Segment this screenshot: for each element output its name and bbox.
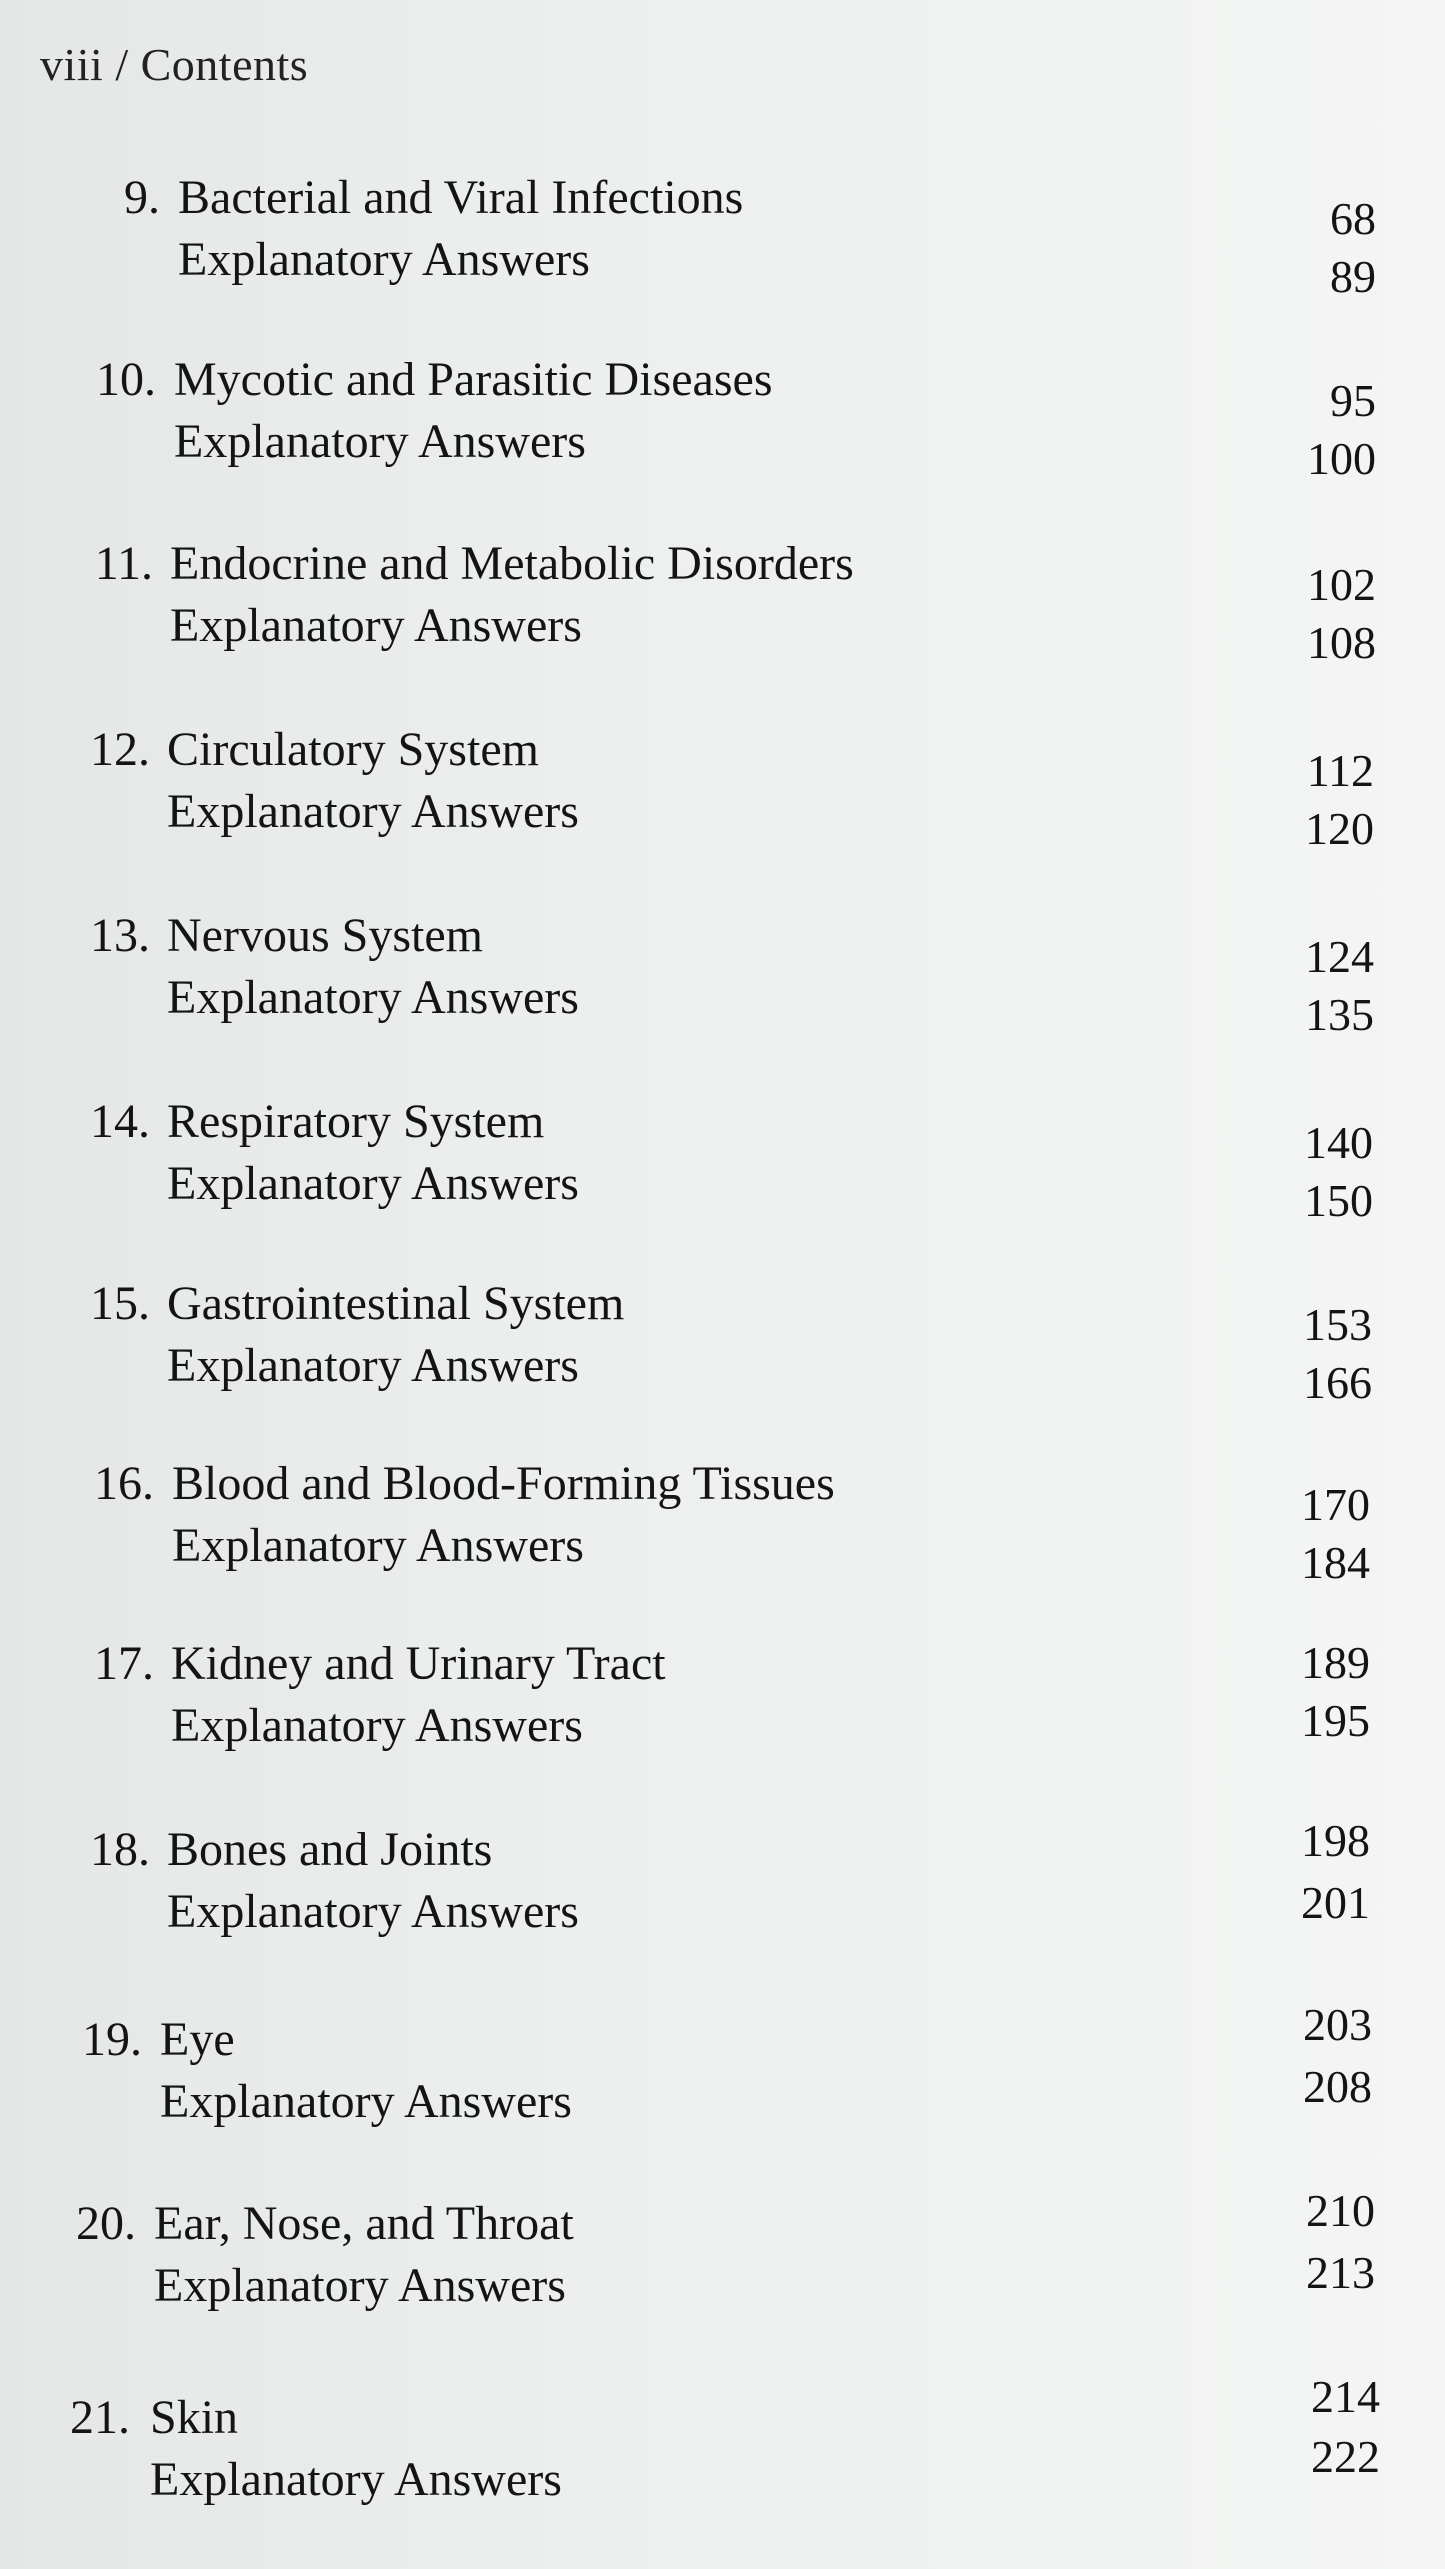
- chapter-title: Kidney and Urinary Tract: [171, 1637, 666, 1690]
- toc-entry: [0, 1276, 1445, 1446]
- chapter-page-number: 214: [1311, 2371, 1380, 2422]
- chapter-number: 18.: [90, 1823, 150, 1876]
- chapter-number: 17.: [94, 1637, 154, 1690]
- subentry-page-number: 222: [1311, 2431, 1380, 2482]
- chapter-subentry: Explanatory Answers: [167, 971, 579, 1024]
- chapter-title: Gastrointestinal System: [167, 1277, 625, 1330]
- chapter-subentry: Explanatory Answers: [167, 1885, 579, 1938]
- subentry-page-number: 150: [1304, 1175, 1373, 1226]
- chapter-subentry: Explanatory Answers: [172, 1519, 584, 1572]
- chapter-number: 11.: [94, 537, 153, 590]
- chapter-page-number: 95: [1330, 375, 1376, 426]
- toc-entry: [0, 2185, 1445, 2366]
- subentry-page-number: 100: [1307, 433, 1376, 484]
- subentry-page-number: 201: [1301, 1877, 1370, 1928]
- chapter-title: Skin: [150, 2391, 239, 2444]
- subentry-page-number: 89: [1330, 251, 1376, 302]
- running-head: viii / Contents: [40, 39, 309, 90]
- chapter-number: 16.: [94, 1457, 154, 1510]
- chapter-number: 14.: [90, 1095, 150, 1148]
- chapter-page-number: 124: [1305, 931, 1374, 982]
- chapter-subentry: Explanatory Answers: [167, 1339, 579, 1392]
- chapter-page-number: 153: [1303, 1299, 1372, 1350]
- chapter-subentry: Explanatory Answers: [178, 233, 590, 286]
- chapter-title: Circulatory System: [167, 723, 539, 776]
- chapter-title: Respiratory System: [167, 1095, 545, 1148]
- chapter-subentry: Explanatory Answers: [154, 2259, 566, 2312]
- chapter-number: 21.: [70, 2391, 130, 2444]
- chapter-subentry: Explanatory Answers: [174, 415, 586, 468]
- chapter-number: 13.: [90, 909, 150, 962]
- toc-entry: [0, 1094, 1445, 1264]
- chapter-subentry: Explanatory Answers: [150, 2453, 562, 2506]
- chapter-page-number: 102: [1307, 559, 1376, 610]
- toc-entry: [0, 1999, 1445, 2182]
- chapter-page-number: 140: [1304, 1117, 1373, 1168]
- chapter-number: 10.: [96, 353, 156, 406]
- toc-entry: [0, 1456, 1445, 1626]
- chapter-page-number: 112: [1306, 745, 1374, 796]
- chapter-number: 15.: [90, 1277, 150, 1330]
- subentry-page-number: 184: [1301, 1537, 1370, 1588]
- subentry-page-number: 213: [1306, 2247, 1375, 2298]
- chapter-title: Mycotic and Parasitic Diseases: [174, 353, 773, 406]
- subentry-page-number: 108: [1307, 617, 1376, 668]
- chapter-number: 12.: [90, 723, 150, 776]
- chapter-page-number: 203: [1303, 1999, 1372, 2050]
- chapter-subentry: Explanatory Answers: [160, 2075, 572, 2128]
- chapter-number: 19.: [82, 2013, 142, 2066]
- subentry-page-number: 120: [1305, 803, 1374, 854]
- toc-entry: [0, 352, 1445, 522]
- chapter-subentry: Explanatory Answers: [171, 1699, 583, 1752]
- chapter-page-number: 210: [1306, 2185, 1375, 2236]
- chapter-subentry: Explanatory Answers: [167, 785, 579, 838]
- chapter-subentry: Explanatory Answers: [167, 1157, 579, 1210]
- chapter-number: 20.: [76, 2197, 136, 2250]
- chapter-title: Blood and Blood-Forming Tissues: [172, 1457, 835, 1510]
- toc-entry: [0, 722, 1445, 892]
- chapter-title: Endocrine and Metabolic Disorders: [170, 537, 854, 590]
- chapter-title: Ear, Nose, and Throat: [154, 2197, 574, 2250]
- subentry-page-number: 135: [1305, 989, 1374, 1040]
- chapter-subentry: Explanatory Answers: [170, 599, 582, 652]
- toc-entry: [0, 2371, 1445, 2560]
- subentry-page-number: 208: [1303, 2061, 1372, 2112]
- chapter-number: 9.: [124, 171, 160, 224]
- chapter-title: Eye: [160, 2013, 235, 2066]
- subentry-page-number: 166: [1303, 1357, 1372, 1408]
- toc-entry: [0, 1636, 1445, 1806]
- chapter-title: Bacterial and Viral Infections: [178, 171, 744, 224]
- chapter-title: Bones and Joints: [167, 1823, 493, 1876]
- toc-entry: [0, 1815, 1445, 1992]
- toc-entry: [0, 908, 1445, 1078]
- toc-entry: [0, 170, 1445, 340]
- chapter-page-number: 170: [1301, 1479, 1370, 1530]
- chapter-page-number: 189: [1301, 1637, 1370, 1688]
- chapter-page-number: 68: [1330, 193, 1376, 244]
- toc-entry: [0, 536, 1445, 706]
- chapter-title: Nervous System: [167, 909, 483, 962]
- chapter-page-number: 198: [1301, 1815, 1370, 1866]
- subentry-page-number: 195: [1301, 1695, 1370, 1746]
